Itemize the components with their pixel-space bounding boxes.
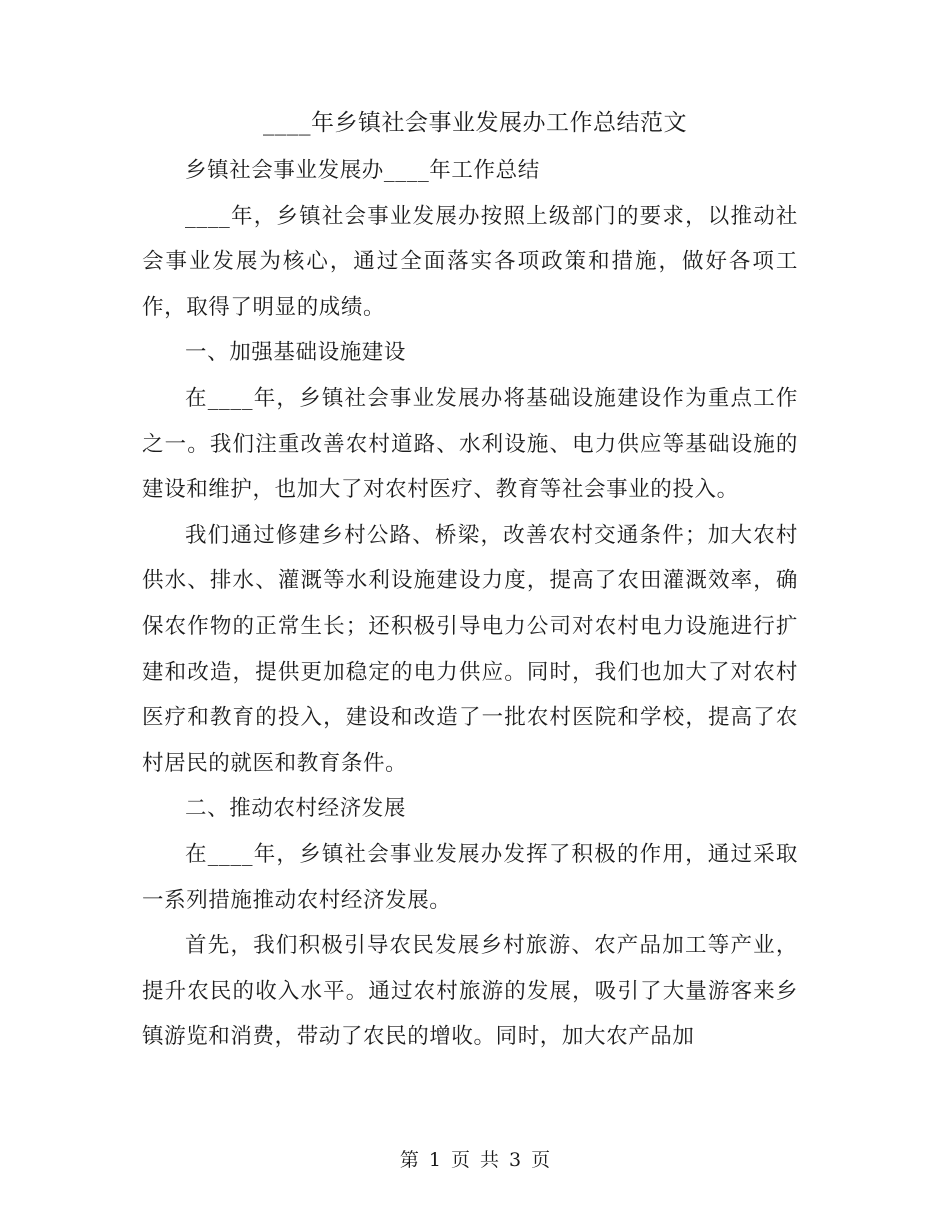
document-title: ____年乡镇社会事业发展办工作总结范文 xyxy=(263,110,687,136)
body-paragraph: 首先，我们积极引导农民发展乡村旅游、农产品加工等产业，提升农民的收入水平。通过农村旅游的发展，吸引了大量游客来乡镇游览和消费，带动了农民的增收。同时，加大农产品加 xyxy=(142,933,798,1050)
body-paragraph: 在____年，乡镇社会事业发展办将基础设施建设作为重点工作之一。我们注重改善农村道路、水利设施、电力供应等基础设施的建设和维护，也加大了对农村医疗、教育等社会事业的投入。 xyxy=(142,385,798,503)
intro-paragraph: ____年，乡镇社会事业发展办按照上级部门的要求，以推动社会事业发展为核心，通过全面落实各项政策和措施，做好各项工作，取得了明显的成绩。 xyxy=(142,203,798,320)
body-paragraph: 我们通过修建乡村公路、桥梁，改善农村交通条件；加大农村供水、排水、灌溉等水利设施建设力度，提高了农田灌溉效率，确保农作物的正常生长；还积极引导电力公司对农村电力设施进行扩建和改造，提供更加稳定的电力供应。同时，我们也加大了对农村医疗和教育的投入，建设和改造了一批农村医院和学校，提高了农村居民的就医和教育条件。 xyxy=(142,522,798,776)
section-heading-1: 一、加强基础设施建设 xyxy=(185,340,407,366)
body-paragraph: 在____年，乡镇社会事业发展办发挥了积极的作用，通过采取一系列措施推动农村经济发展。 xyxy=(142,841,798,913)
document-body xyxy=(142,148,798,1060)
section-heading-2: 二、推动农村经济发展 xyxy=(185,796,407,822)
subtitle-paragraph: 乡镇社会事业发展办____年工作总结 xyxy=(185,158,540,183)
page-footer: 第 1 页 共 3 页 xyxy=(399,1149,551,1171)
